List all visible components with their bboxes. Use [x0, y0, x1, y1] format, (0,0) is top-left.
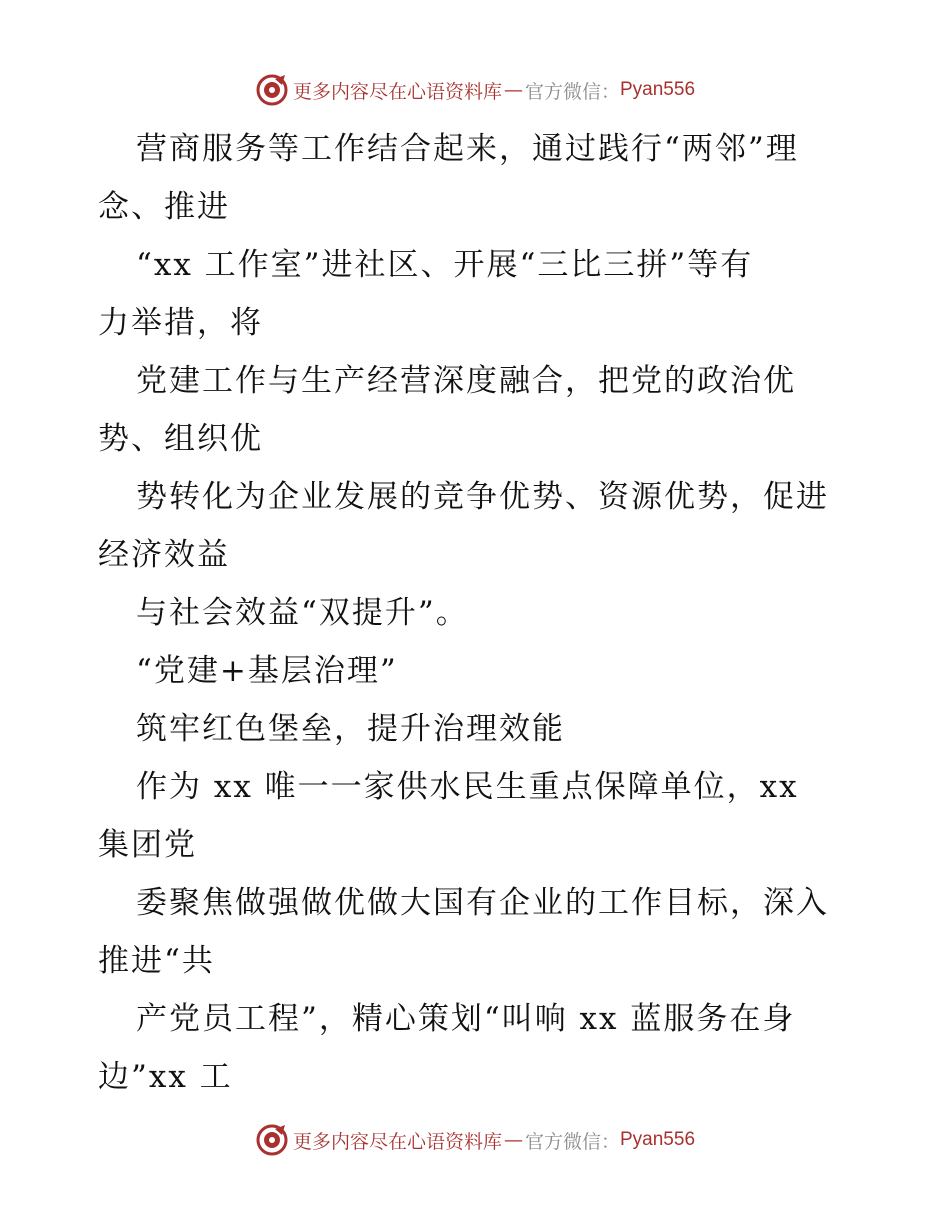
text-line: 边”xx 工 [98, 1059, 233, 1095]
text-line: 势转化为企业发展的竞争优势、资源优势，促进 [136, 479, 829, 515]
text-line: 势、组织优 [98, 421, 263, 457]
text-line: 委聚焦做强做优做大国有企业的工作目标，深入 [136, 885, 829, 921]
text-line: 力举措，将 [98, 305, 263, 341]
footer-banner [0, 1120, 950, 1160]
banner-title: 更多内容尽在心语资料库 [292, 1130, 502, 1153]
text-line: 推进“共 [98, 943, 215, 979]
text-line: 作为 xx 唯一一家供水民生重点保障单位，xx [136, 769, 799, 805]
header-banner [0, 70, 950, 110]
pen-logo-icon [255, 1123, 289, 1157]
text-line: 党建工作与生产经营深度融合，把党的政治优 [136, 363, 796, 399]
text-line: “xx 工作室”进社区、开展“三比三拼”等有 [136, 247, 754, 283]
text-line: 念、推进 [98, 189, 230, 225]
banner-wechat-label: 官方微信： [524, 80, 620, 103]
banner-dash: — [503, 1129, 523, 1151]
pen-logo-icon [255, 73, 289, 107]
banner-wechat-id: Pyan556 [620, 79, 696, 100]
text-line: 产党员工程”，精心策划“叫响 xx 蓝服务在身 [136, 1001, 796, 1037]
banner-title: 更多内容尽在心语资料库 [292, 80, 502, 103]
text-line: 营商服务等工作结合起来，通过践行“两邻”理 [136, 131, 799, 167]
section-subheading: 筑牢红色堡垒，提升治理效能 [136, 711, 565, 747]
section-heading: “党建+基层治理” [136, 653, 398, 689]
banner-wechat-label: 官方微信： [524, 1130, 620, 1153]
banner-wechat-id: Pyan556 [620, 1129, 696, 1150]
banner-dash: — [503, 79, 523, 101]
text-line: 集团党 [98, 827, 197, 863]
text-line: 经济效益 [98, 537, 230, 573]
text-line: 与社会效益“双提升”。 [136, 595, 469, 631]
